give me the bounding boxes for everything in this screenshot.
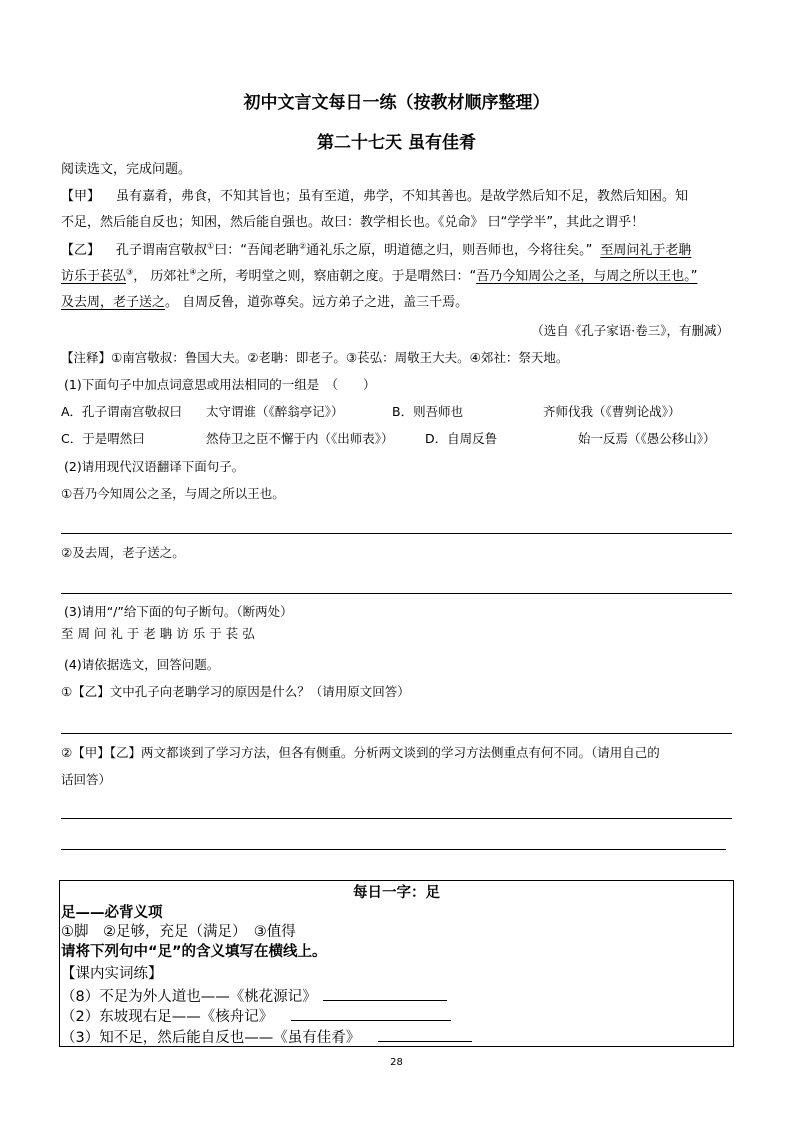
annotations: 【注释】①南宫敬叔：鲁国大夫。②老聃：即老子。③苌弘：周敬王大夫。④郊社：祭天地。	[61, 350, 569, 365]
passage-jia-text-1: 虽有嘉肴，弗食，不知其旨也；虽有至道，弗学，不知其善也。是故学然后知不足，教然后知困。知	[116, 189, 689, 204]
source-citation: （选自《孔子家语·卷三》，有删减）	[531, 323, 729, 338]
passage-jia-text-2: 不足，然后能自反也；知困，然后能自强也。故曰：教学相长也。《兑命》 曰“学学半”，其此之谓乎！	[61, 215, 645, 230]
answer-line[interactable]	[61, 533, 732, 534]
underlined-sentence: 至周问礼于老聃	[600, 243, 692, 258]
note-marker-2: ②	[298, 241, 307, 251]
question-2-sentence-1: ①吾乃今知周公之圣，与周之所以王也。	[61, 486, 285, 501]
lesson-title: 第二十七天 虽有佳肴	[317, 133, 476, 153]
question-4-sub-2: ②【甲】【乙】两文都谈到了学习方法，但各有侧重。分析两文谈到的学习方法侧重点有何不同。（请用自己的	[61, 745, 660, 760]
exercise-item-3: （3）知不足，然后能自反也——《虽有佳肴》	[61, 1027, 472, 1047]
option-b-left: B．则吾师也	[392, 404, 464, 419]
option-c-right: 然侍卫之臣不懈于内（《出师表》）	[206, 431, 394, 446]
instruction-text: 阅读选文，完成问题。	[61, 162, 192, 177]
option-b-right: 齐师伐我（《曹刿论战》）	[543, 404, 681, 419]
passage-jia-tag: 【甲】	[61, 189, 101, 204]
page-number: 28	[390, 1057, 403, 1068]
underlined-sentence: 访乐于苌弘	[61, 269, 127, 284]
question-1-stem: (1)下面句子中加点词意思或用法相同的一组是 （ ）	[64, 377, 376, 392]
answer-line[interactable]	[61, 849, 726, 850]
option-d-left: D．自周反鲁	[425, 431, 498, 446]
option-a-left: A．孔子谓南宫敬叔曰	[61, 404, 183, 419]
passage-yi-line-3: 及去周，老子送之。 自周反鲁，道弥尊矣。远方弟子之进，盖三千焉。	[61, 295, 469, 310]
fill-instruction: 请将下列句中“足”的含义填写在横线上。	[61, 944, 327, 960]
note-marker-3: ③	[126, 267, 134, 277]
meanings-heading: 足——必背义项	[61, 905, 163, 921]
question-2-sentence-2: ②及去周，老子送之。	[61, 545, 185, 560]
question-2-stem: (2)请用现代汉语翻译下面句子。	[64, 459, 245, 474]
option-a-right: 太守谓谁（《醉翁亭记》）	[206, 404, 344, 419]
daily-word-title: 每日一字：足	[353, 885, 440, 901]
note-marker-4: ④	[189, 267, 197, 277]
question-3-sentence: 至 周 问 礼 于 老 聃 访 乐 于 苌 弘	[61, 626, 255, 641]
option-d-right: 始一反焉（《愚公移山》）	[578, 431, 716, 446]
underlined-sentence: 吾乃今知周公之圣，与周之所以王也。”	[476, 269, 698, 284]
answer-line[interactable]	[61, 593, 732, 594]
exercise-item-1: （8）不足为外人道也——《桃花源记》	[61, 986, 447, 1006]
fill-blank[interactable]	[323, 986, 447, 1001]
question-4-stem: (4)请依据选文，回答问题。	[64, 657, 220, 672]
passage-yi-line-1: 【乙】 孔子谓南宫敬叔①曰：“吾闻老聃②通礼乐之原，明道德之归，则吾师也，今将往矣。” 至周问礼于老聃	[61, 241, 692, 258]
meanings-list: ①脚 ②足够，充足（满足） ③值得	[61, 924, 296, 940]
note-marker-1: ①	[207, 241, 215, 251]
section-heading: 【课内实词练】	[61, 966, 163, 982]
page-title: 初中文言文每日一练（按教材顺序整理）	[243, 93, 550, 113]
answer-line[interactable]	[61, 818, 732, 819]
option-c-left: C．于是喟然曰	[61, 431, 145, 446]
exercise-item-2: （2）东坡现右足——《核舟记》	[61, 1006, 451, 1026]
passage-yi-tag: 【乙】	[61, 243, 101, 258]
fill-blank[interactable]	[378, 1027, 472, 1042]
question-3-stem: (3)请用“/”给下面的句子断句。（断两处）	[64, 604, 293, 619]
passage-yi-line-2: 访乐于苌弘③， 历郊社④之所，考明堂之则，察庙朝之度。于是喟然曰：“吾乃今知周公之圣，与周之所以王也。”	[61, 267, 698, 284]
question-4-sub-1: ①【乙】文中孔子向老聃学习的原因是什么？（请用原文回答）	[61, 684, 410, 699]
fill-blank[interactable]	[291, 1006, 451, 1021]
passage-jia-line	[61, 189, 688, 205]
question-4-sub-2-cont: 话回答）	[61, 772, 112, 787]
answer-line[interactable]	[61, 733, 732, 734]
underlined-sentence: 及去周，老子送之	[61, 295, 166, 310]
